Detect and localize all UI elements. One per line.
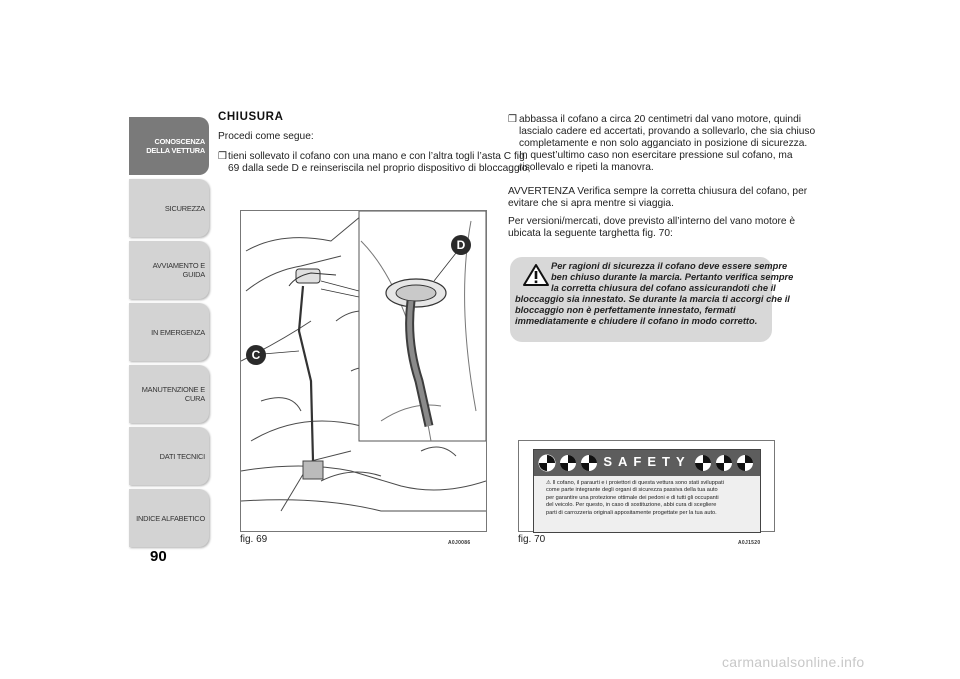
- safety-line5: parti di carrozzeria originali appositamente progettate per la tua auto.: [546, 509, 717, 516]
- watermark: carmanualsonline.info: [722, 654, 865, 670]
- bullet-icon: ❒: [218, 151, 227, 162]
- safety-label-plate: [533, 449, 761, 533]
- tab-label: AVVIAMENTO E GUIDA: [152, 261, 205, 279]
- warning-line3: la corretta chiusura del cofano assicurandoti che il: [551, 283, 776, 293]
- step1-line1: tieni sollevato il cofano con una mano e con l’altra togli l’asta C fig.: [228, 151, 528, 162]
- safety-text: [546, 480, 751, 517]
- tab-label: DATI TECNICI: [159, 451, 205, 461]
- safety-line2: come parte integrante degli organi di sicurezza passiva della tua auto: [546, 487, 718, 494]
- versioni-line2: ubicata la seguente targhetta fig. 70:: [508, 228, 673, 239]
- versioni-line1: Per versioni/mercati, dove previsto all’interno del vano motore è: [508, 216, 796, 227]
- hood-rod-illustration: [241, 211, 486, 531]
- tab-indice-alfabetico[interactable]: [129, 489, 209, 547]
- figure-69-caption: fig. 69: [240, 534, 268, 545]
- step2-line1: abbassa il cofano a circa 20 centimetri dal vano motore, quindi: [519, 114, 802, 125]
- avvertenza-line2: evitare che si apra mentre si viaggia.: [508, 198, 674, 209]
- chapter-sidebar: [129, 117, 209, 552]
- intro-text: Procedi come segue:: [218, 131, 314, 142]
- checker-disc-icons-left: [536, 450, 604, 476]
- safety-line1: ⚠ Il cofano, il paraurti e i proiettori di questa vettura sono stati sviluppati: [546, 480, 724, 486]
- tab-label: CONOSCENZA DELLA VETTURA: [146, 137, 205, 155]
- tab-manutenzione-e-cura[interactable]: [129, 365, 209, 423]
- tab-sicurezza[interactable]: [129, 179, 209, 237]
- step2-line2: lascialo cadere ed accertati, provando a sollevarlo, che sia chiuso: [519, 126, 816, 137]
- page-number: 90: [150, 548, 167, 565]
- tab-dati-tecnici[interactable]: [129, 427, 209, 485]
- tab-label: SICUREZZA: [164, 203, 205, 213]
- warning-line6: immediatamente e chiudere il cofano in modo corretto.: [515, 316, 758, 326]
- safety-line4: del veicolo. Per questo, in caso di sostituzione, abbi cura di scegliere: [546, 502, 717, 509]
- tab-avviamento-e-guida[interactable]: [129, 241, 209, 299]
- safety-band: [534, 450, 760, 476]
- bullet-icon: ❒: [508, 114, 517, 125]
- checker-disc-icons-right: [692, 450, 760, 476]
- warning-line5: bloccaggio non è perfettamente innestato, fermati: [515, 305, 736, 315]
- label-c-marker: C: [246, 345, 266, 365]
- step2-line3: completamente e non solo agganciato in posizione di sicurezza.: [519, 138, 808, 149]
- safety-line3: per garantire una protezione ottimale dei pedoni e di tutti gli occupanti: [546, 494, 719, 501]
- figure-69-code: A0J0086: [448, 540, 471, 546]
- avvertenza-line1: AVVERTENZA Verifica sempre la corretta chiusura del cofano, per: [508, 186, 808, 197]
- tab-conoscenza-della-vettura[interactable]: [129, 117, 209, 175]
- tab-in-emergenza[interactable]: [129, 303, 209, 361]
- step2-line4: In quest’ultimo caso non esercitare pressione sul cofano, ma: [519, 150, 793, 161]
- warning-line2: ben chiuso durante la marcia. Pertanto verifica sempre: [551, 272, 794, 282]
- step2-line5: risollevalo e ripeti la manovra.: [519, 162, 654, 173]
- safety-title: SAFETY: [603, 454, 691, 469]
- tab-label: INDICE ALFABETICO: [136, 513, 205, 523]
- figure-70-code: A0J1520: [738, 540, 761, 546]
- tab-label: MANUTENZIONE E CURA: [141, 385, 205, 403]
- section-heading: CHIUSURA: [218, 111, 284, 123]
- figure-69: [240, 210, 487, 532]
- warning-triangle-icon: [522, 263, 550, 287]
- tab-label: IN EMERGENZA: [151, 327, 205, 337]
- step1-line2: 69 dalla sede D e reinseriscila nel proprio dispositivo di bloccaggio;: [228, 163, 531, 174]
- label-d-marker: D: [451, 235, 471, 255]
- warning-line4: bloccaggio sia innestato. Se durante la marcia ti accorgi che il: [515, 294, 790, 304]
- figure-70-caption: fig. 70: [518, 534, 546, 545]
- warning-line1: Per ragioni di sicurezza il cofano deve essere sempre: [551, 261, 788, 271]
